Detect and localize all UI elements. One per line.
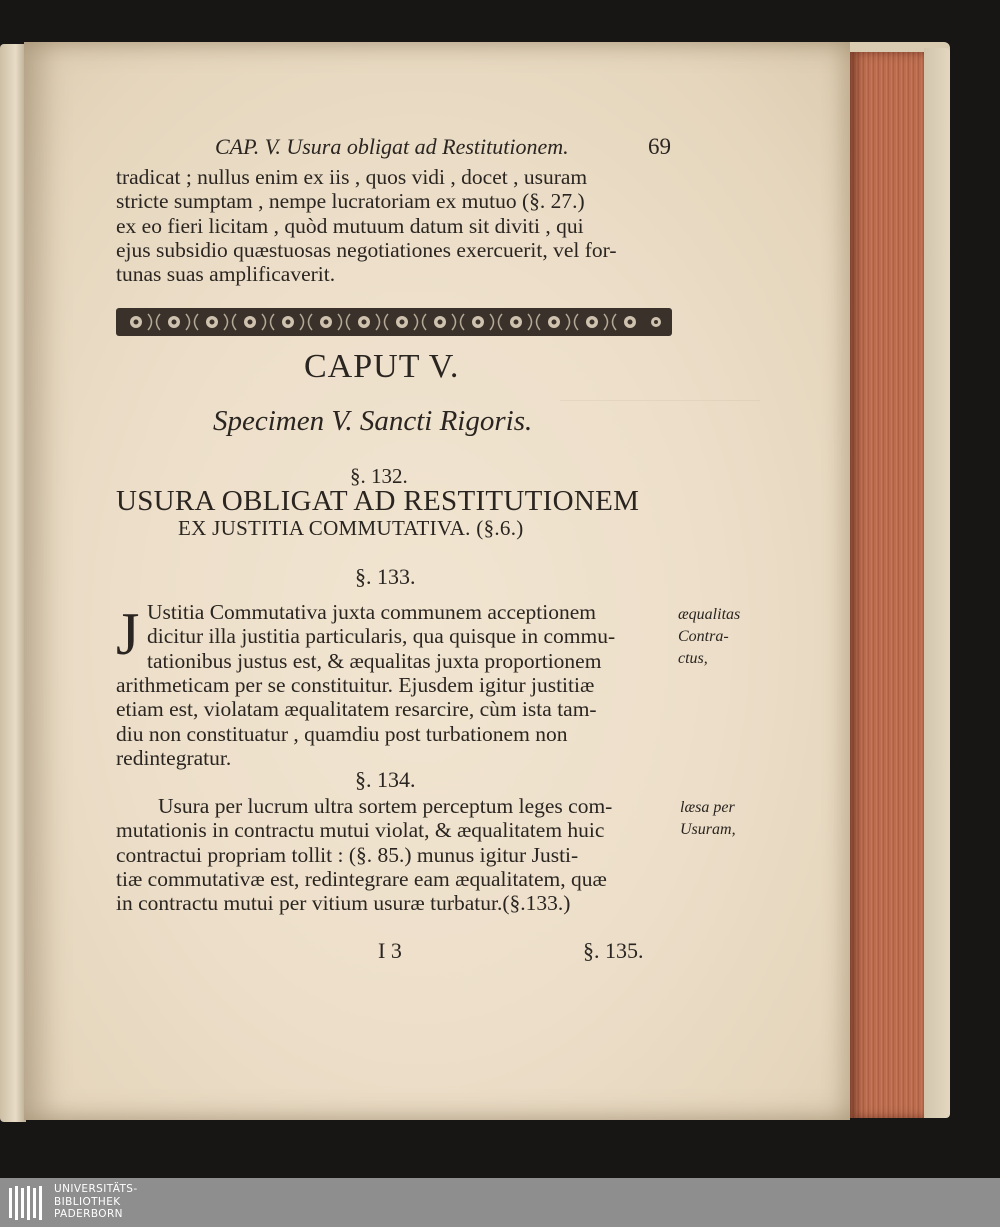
- paragraph-134: [116, 794, 612, 915]
- margin-note-aequalitas: [678, 604, 740, 670]
- section-number-134: §. 134.: [355, 767, 416, 792]
- text-line: mutationis in contractu mutui violat, & æqualitatem huic: [116, 818, 605, 843]
- margin-line: ctus,: [678, 650, 708, 667]
- show-through: [560, 400, 760, 461]
- opening-paragraph: [116, 165, 617, 286]
- text-line: ex eo fieri licitam , quòd mutuum datum sit diviti , qui: [116, 213, 584, 238]
- institution-line: PADERBORN: [54, 1208, 123, 1220]
- margin-line: Contra-: [678, 628, 729, 645]
- section-number-132: §. 132.: [350, 464, 408, 488]
- text-line: diu non constituatur , quamdiu post turbationem non: [116, 721, 568, 746]
- section-heading-line1: USURA OBLIGAT AD RESTITUTIONEM: [116, 485, 640, 517]
- chapter-subtitle: Specimen V. Sancti Rigoris.: [213, 405, 533, 437]
- text-line: contractui propriam tollit : (§. 85.) munus igitur Justi-: [116, 842, 579, 867]
- institution-line: UNIVERSITÄTS-: [54, 1183, 138, 1195]
- institution-line: BIBLIOTHEK: [54, 1195, 121, 1208]
- running-head: CAP. V. Usura obligat ad Restitutionem.: [215, 134, 569, 159]
- text-line: Usura per lucrum ultra sortem perceptum leges com-: [158, 794, 613, 818]
- signature-mark: I 3: [378, 938, 402, 963]
- margin-note-laesa: [680, 797, 736, 841]
- page-edges: [850, 52, 926, 1118]
- margin-line: æqualitas: [678, 606, 741, 623]
- margin-line: læsa per: [680, 799, 735, 816]
- text-line: tunas suas amplificaverit.: [116, 262, 336, 287]
- text-line: in contractu mutui per vitium usuræ turbatur.(§.133.): [116, 891, 571, 916]
- institution-name: [54, 1183, 138, 1221]
- drop-capital: J: [116, 601, 140, 667]
- text-line: tradicat ; nullus enim ex iis , quos vidi , docet , usuram: [116, 165, 588, 189]
- left-page-sliver: [0, 44, 26, 1122]
- text-line: Ustitia Commutativa juxta communem acceptionem: [147, 600, 597, 624]
- text-line: tiæ commutativæ est, redintegrare eam æqualitatem, quæ: [116, 866, 607, 891]
- text-line: arithmeticam per se constituitur. Ejusdem igitur justitiæ: [116, 673, 595, 697]
- margin-line: Usuram,: [680, 821, 736, 838]
- ornamental-border: [116, 306, 672, 338]
- text-line: ejus subsidio quæstuosas negotiationes exercuerit, vel for-: [116, 237, 617, 262]
- text-line: stricte sumptam , nempe lucratoriam ex mutuo (§. 27.): [116, 189, 585, 214]
- catchword: §. 135.: [583, 938, 644, 963]
- text-line: tationibus justus est, & æqualitas juxta proportionem: [147, 648, 602, 673]
- text-line: etiam est, violatam æqualitatem resarcire, cùm ista tam-: [116, 697, 597, 722]
- section-number-133: §. 133.: [355, 564, 416, 589]
- library-logo-icon: [8, 1184, 48, 1222]
- book-cover-edge: [924, 48, 950, 1118]
- text-line: dicitur illa justitia particularis, qua quisque in commu-: [147, 624, 616, 649]
- paragraph-133-indented: [147, 600, 615, 673]
- chapter-title: CAPUT V.: [304, 348, 460, 385]
- institution-banner: [0, 1178, 1000, 1227]
- page-number: 69: [648, 134, 671, 159]
- section-heading-line2: EX JUSTITIA COMMUTATIVA. (§.6.): [178, 516, 524, 540]
- text-line: redintegratur.: [116, 745, 232, 770]
- paragraph-133-rest: [116, 673, 597, 770]
